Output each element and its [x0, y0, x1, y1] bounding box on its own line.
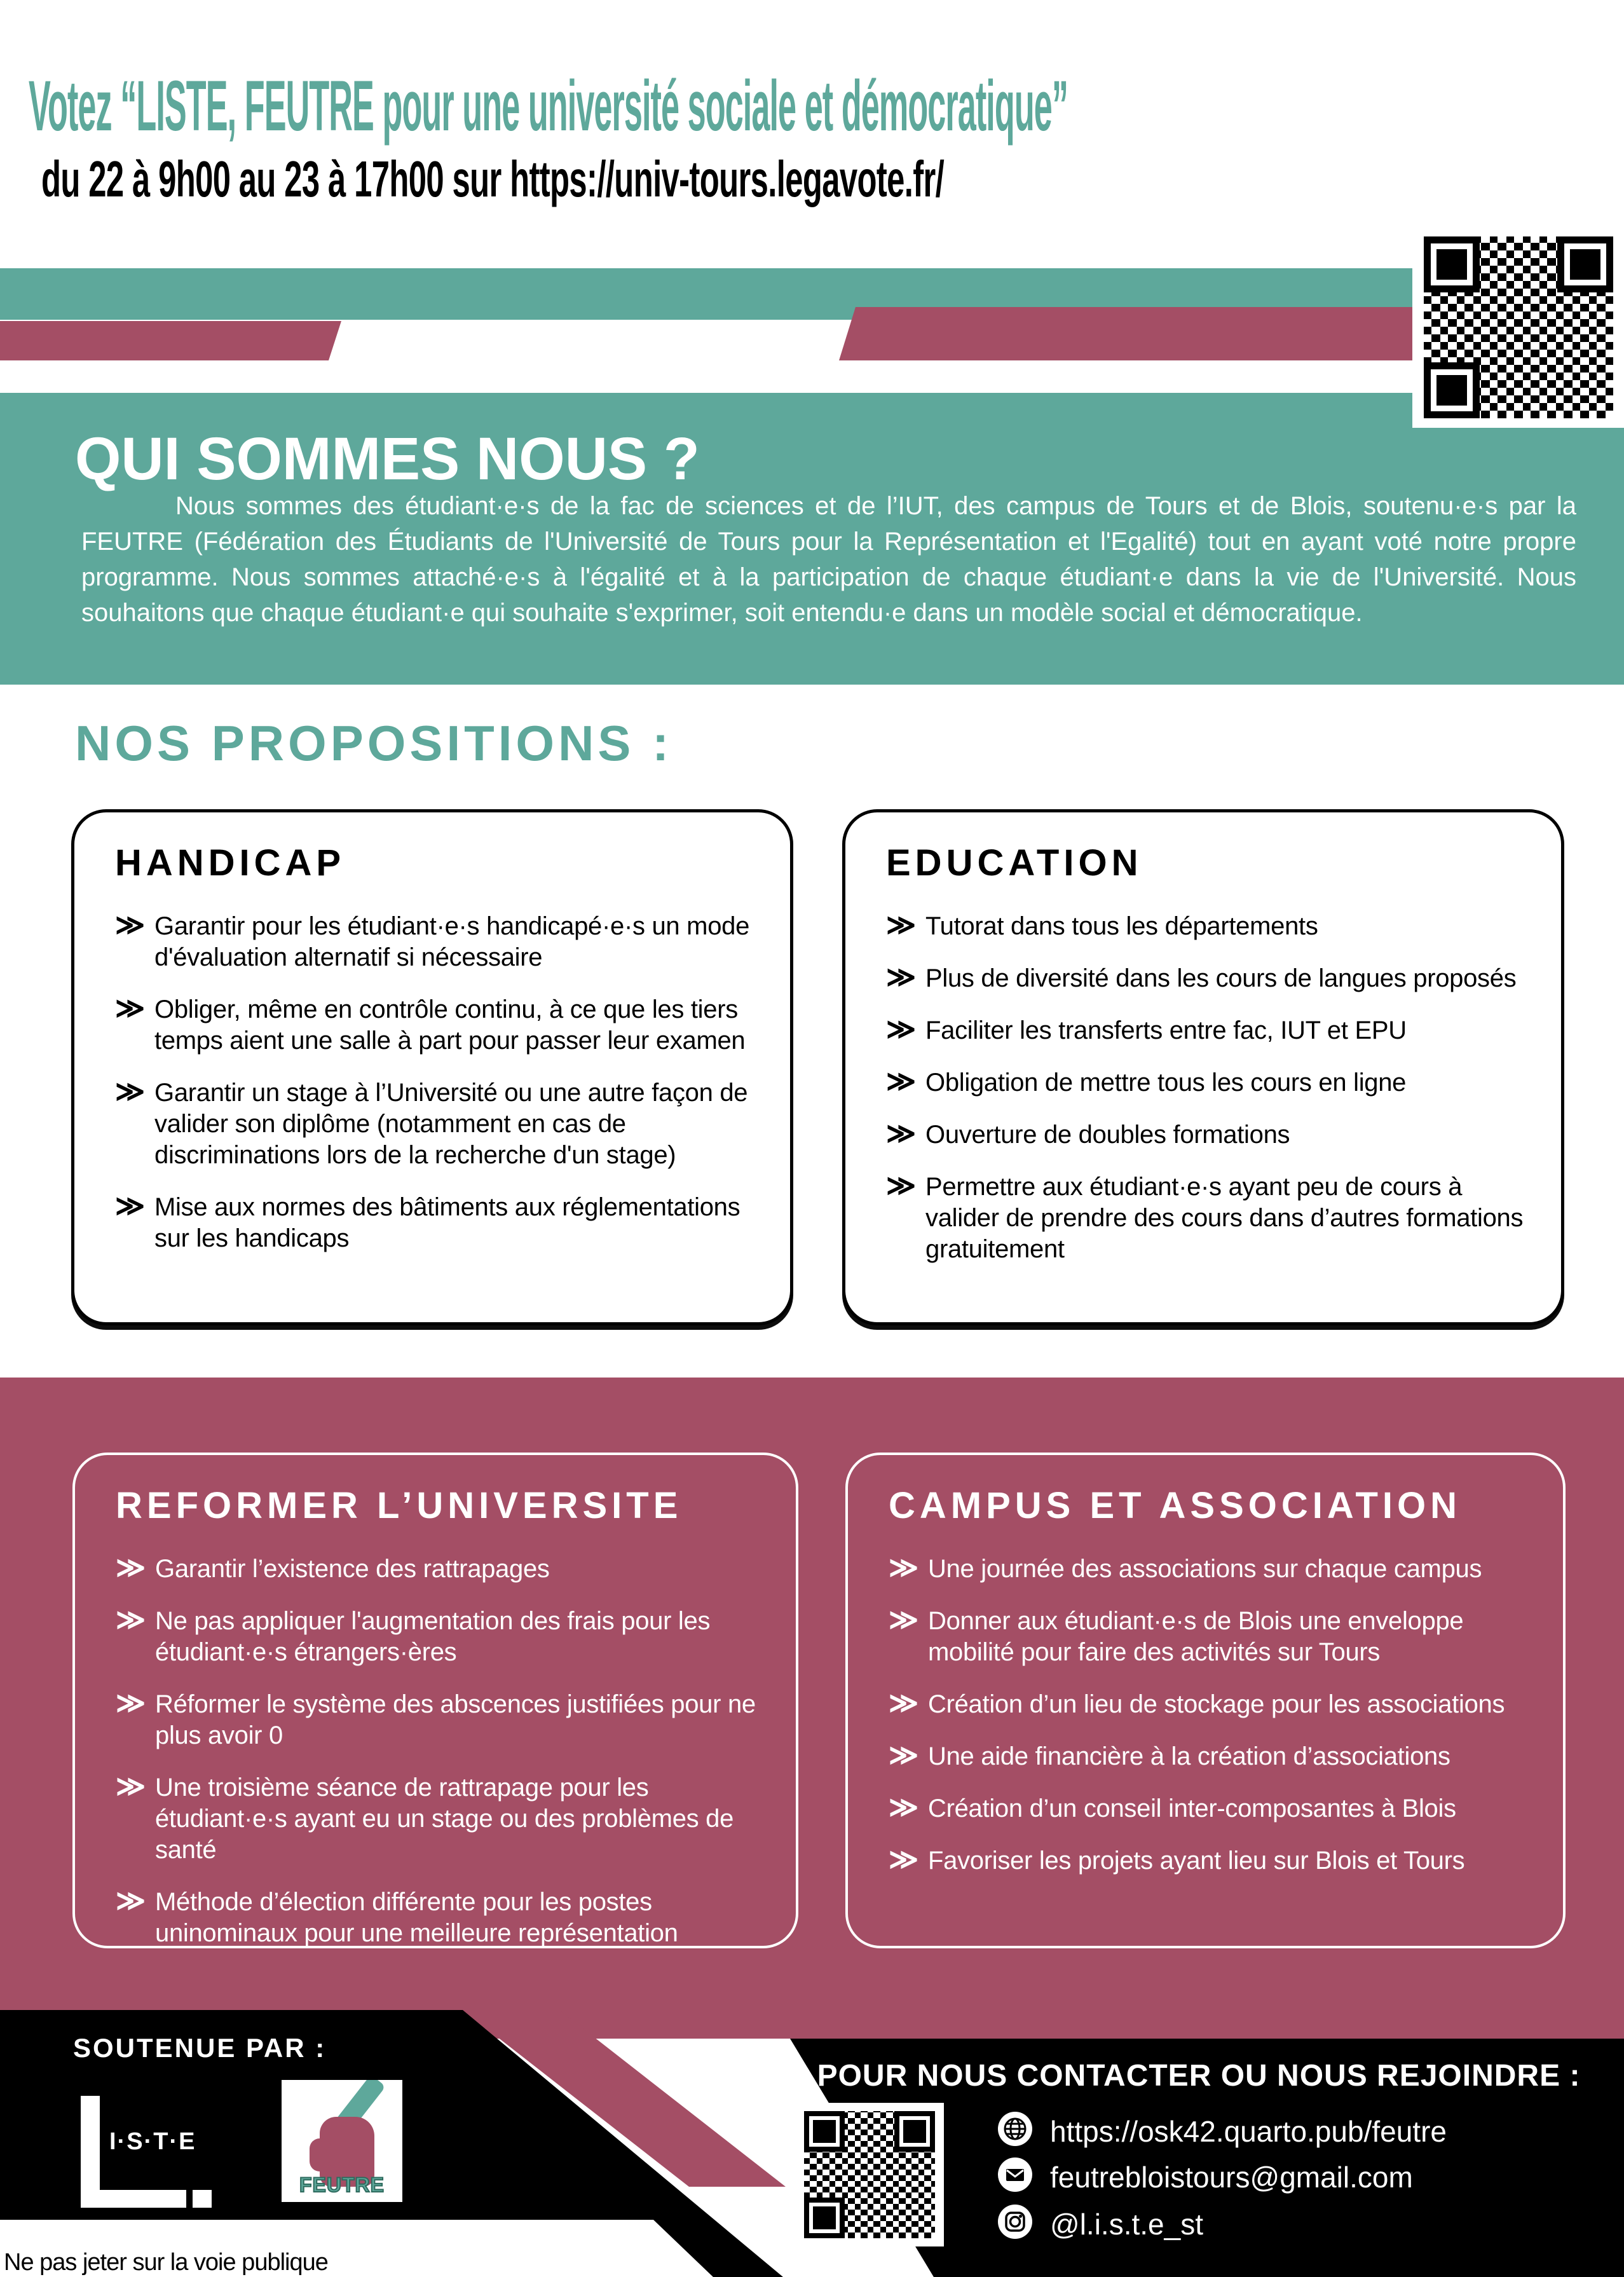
instagram-link[interactable]: @l.i.s.t.e_st — [1050, 2208, 1203, 2241]
poster-title: Votez “LISTE, FEUTRE pour une université sociale et démocratique” — [29, 66, 1068, 146]
email-link[interactable]: feutrebloistours@gmail.com — [1050, 2161, 1413, 2194]
proposal-item: ≫ Création d’un lieu de stockage pour les associations — [889, 1686, 1505, 1719]
card-handicap — [71, 809, 793, 1325]
chevron-bullet-icon: ≫ — [115, 1189, 145, 1222]
proposal-item: ≫ Garantir l’existence des rattrapages — [116, 1551, 550, 1583]
about-heading: QUI SOMMES NOUS ? — [75, 425, 700, 493]
proposal-item: ≫ Création d’un conseil inter-composantes à Blois — [889, 1791, 1456, 1823]
card-reformer-universite — [72, 1453, 798, 1948]
proposal-item: ≫ Favoriser les projets ayant lieu sur Blois et Tours — [889, 1843, 1465, 1875]
proposal-item: ≫ Mise aux normes des bâtiments aux réglementations sur les handicaps — [115, 1189, 740, 1252]
about-paragraph: Nous sommes des étudiant·e·s de la fac de sciences et de l’IUT, des campus de Tours et de Blois, soutenu·e·s par la FEUTRE (Fédération des Étudiants de l'Université de Tours pour la Représentation et l'Egalité) tout en ayant voté notre propre programme. Nous sommes attaché·e·s à l'égalité et à la participation de chaque étudiant·e dans la vie de l'Université. Nous souhaitons que chaque étudiant·e qui souhaite s'exprimer, soit entendu·e dans un modèle social et démocratique. — [81, 492, 1576, 627]
chevron-bullet-icon: ≫ — [116, 1551, 146, 1583]
proposal-item: ≫ Méthode d’élection différente pour les postes uninominaux pour une meilleure représentation — [116, 1884, 678, 1947]
qr-code-contact — [795, 2103, 944, 2246]
proposal-item: ≫ Donner aux étudiant·e·s de Blois une enveloppe mobilité pour faire des activités sur Tours — [889, 1603, 1464, 1666]
qr-pattern — [1424, 236, 1613, 418]
card-education — [842, 809, 1564, 1325]
liste-logo-foot — [81, 2190, 186, 2208]
disclaimer-text: Ne pas jeter sur la voie publique — [4, 2249, 328, 2276]
propositions-heading: NOS PROPOSITIONS : — [75, 715, 673, 771]
card-item-list — [115, 908, 765, 1254]
vote-dates-and-url: du 22 à 9h00 au 23 à 17h00 sur https://univ-tours.legavote.fr/ — [41, 151, 945, 207]
maroon-stripe-left — [0, 321, 343, 360]
proposal-item: ≫ Obligation de mettre tous les cours en ligne — [886, 1065, 1407, 1097]
maroon-stripe-right — [839, 307, 1424, 360]
card-title: CAMPUS ET ASSOCIATION — [889, 1485, 1462, 1526]
chevron-bullet-icon: ≫ — [115, 992, 145, 1024]
chevron-bullet-icon: ≫ — [116, 1884, 146, 1917]
card-title: REFORMER L’UNIVERSITE — [116, 1485, 683, 1526]
proposal-item: ≫ Une aide financière à la création d’associations — [889, 1739, 1450, 1771]
proposal-item: ≫ Ouverture de doubles formations — [886, 1117, 1290, 1149]
liste-logo-dot — [193, 2190, 212, 2208]
proposal-item: ≫ Ne pas appliquer l'augmentation des frais pour les étudiant·e·s étrangers·ères — [116, 1603, 711, 1666]
chevron-bullet-icon: ≫ — [886, 1117, 916, 1149]
fist-thumb — [310, 2138, 331, 2171]
contact-heading: POUR NOUS CONTACTER OU NOUS REJOINDRE : — [817, 2059, 1581, 2093]
card-item-list — [889, 1551, 1538, 1877]
supported-by-label: SOUTENUE PAR : — [73, 2033, 327, 2063]
proposal-item: ≫ Tutorat dans tous les départements — [886, 908, 1318, 941]
card-item-list — [886, 908, 1536, 1265]
card-title: HANDICAP — [115, 842, 346, 884]
chevron-bullet-icon: ≫ — [886, 1169, 916, 1201]
proposal-item: ≫ Une journée des associations sur chaque campus — [889, 1551, 1482, 1583]
chevron-bullet-icon: ≫ — [886, 1013, 916, 1045]
email-icon — [998, 2157, 1032, 2195]
proposal-item: ≫ Garantir pour les étudiant·e·s handicapé·e·s un mode d'évaluation alternatif si nécessaire — [115, 908, 750, 971]
chevron-bullet-icon: ≫ — [889, 1739, 918, 1771]
chevron-bullet-icon: ≫ — [115, 908, 145, 941]
qr-code-vote — [1412, 227, 1624, 428]
instagram-icon — [998, 2205, 1032, 2242]
website-link[interactable]: https://osk42.quarto.pub/feutre — [1050, 2115, 1447, 2148]
qr-pattern — [804, 2111, 935, 2238]
proposal-item: ≫ Garantir un stage à l’Université ou une autre façon de valider son diplôme (notamment en cas de discriminations lors de la recherche d'un stage) — [115, 1075, 748, 1169]
proposal-item: ≫ Plus de diversité dans les cours de langues proposés — [886, 961, 1517, 993]
feutre-logo-text: FEUTRE — [299, 2173, 385, 2196]
card-title: EDUCATION — [886, 842, 1143, 884]
chevron-bullet-icon: ≫ — [116, 1686, 146, 1719]
chevron-bullet-icon: ≫ — [115, 1075, 145, 1107]
chevron-bullet-icon: ≫ — [886, 961, 916, 993]
proposal-item: ≫ Obliger, même en contrôle continu, à ce que les tiers temps aient une salle à part pour passer leur examen — [115, 992, 746, 1055]
chevron-bullet-icon: ≫ — [116, 1603, 146, 1636]
liste-logo-text: I·S·T·E — [109, 2128, 196, 2155]
chevron-bullet-icon: ≫ — [886, 908, 916, 941]
chevron-bullet-icon: ≫ — [886, 1065, 916, 1097]
chevron-bullet-icon: ≫ — [889, 1551, 918, 1583]
chevron-bullet-icon: ≫ — [889, 1843, 918, 1875]
globe-icon — [998, 2112, 1032, 2149]
feutre-logo — [282, 2080, 402, 2202]
proposal-item: ≫ Permettre aux étudiant·e·s ayant peu de cours à valider de prendre des cours dans d’autres formations gratuitement — [886, 1169, 1524, 1263]
proposal-item: ≫ Faciliter les transferts entre fac, IUT et EPU — [886, 1013, 1407, 1045]
proposal-item: ≫ Réformer le système des abscences justifiées pour ne plus avoir 0 — [116, 1686, 756, 1749]
card-item-list — [116, 1551, 770, 1949]
chevron-bullet-icon: ≫ — [889, 1686, 918, 1719]
card-campus-association — [845, 1453, 1566, 1948]
chevron-bullet-icon: ≫ — [116, 1770, 146, 1802]
chevron-bullet-icon: ≫ — [889, 1791, 918, 1823]
chevron-bullet-icon: ≫ — [889, 1603, 918, 1636]
proposal-item: ≫ Une troisième séance de rattrapage pour les étudiant·e·s ayant eu un stage ou des problèmes de santé — [116, 1770, 734, 1864]
